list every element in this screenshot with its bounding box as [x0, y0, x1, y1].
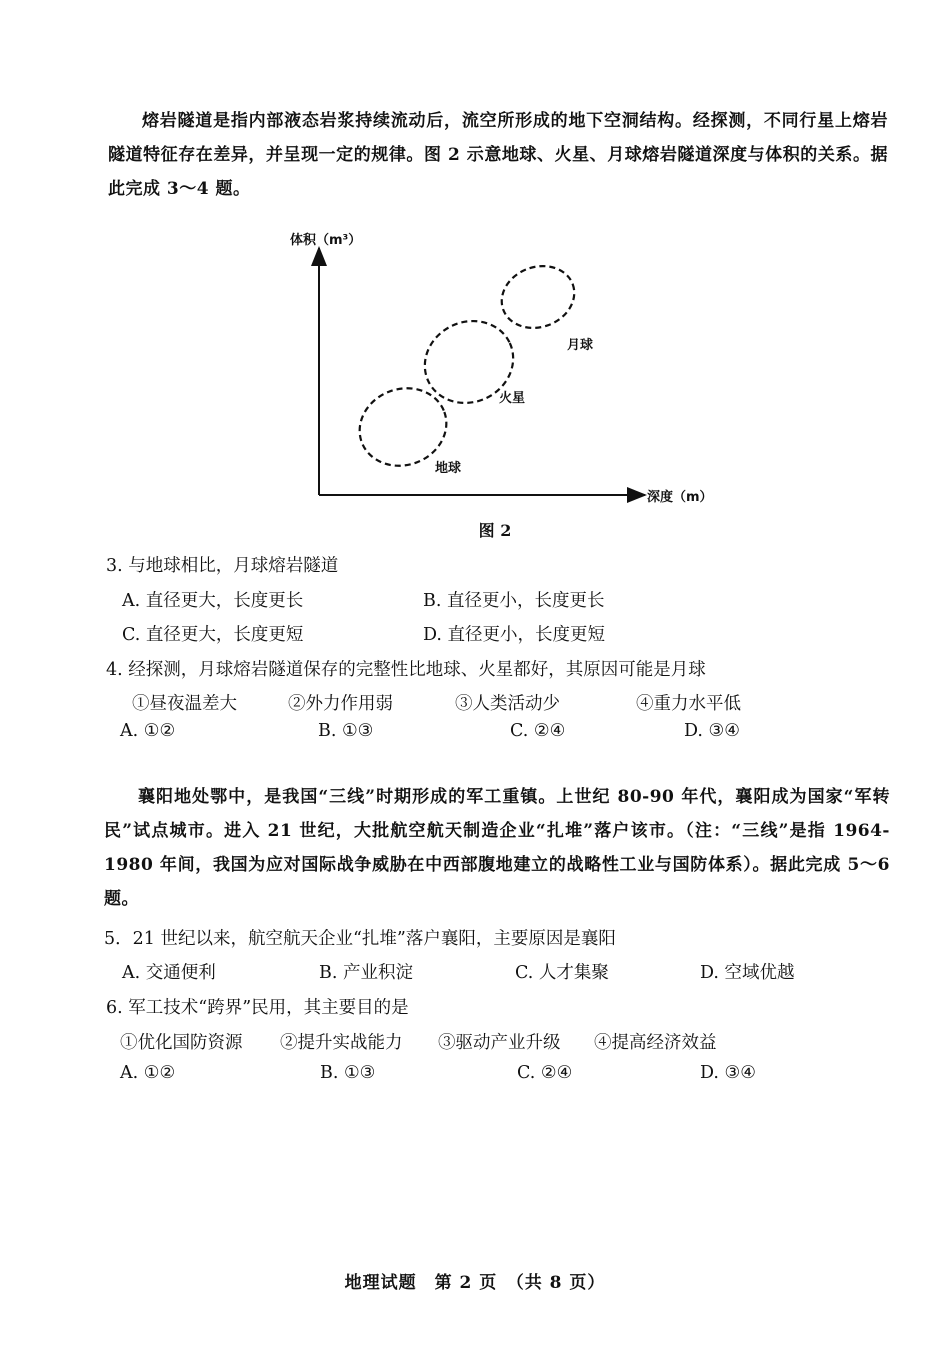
figure-2-diagram [270, 222, 730, 522]
q4-option-d[interactable]: D. ③④ [684, 721, 740, 741]
q6-item-4: ④提高经济效益 [594, 1033, 717, 1053]
q6-option-a[interactable]: A. ①② [120, 1063, 176, 1083]
moon-region [493, 256, 583, 338]
passage-lava-tubes: 熔岩隧道是指内部液态岩浆持续流动后，流空所形成的地下空洞结构。经探测，不同行星上熔岩隧道特征存在差异，并呈现一定的规律。图 2 示意地球、火星、月球熔岩隧道深度与体积的关系。据此完成 3～4 题。 [108, 111, 888, 199]
q3-stem: 3. 与地球相比，月球熔岩隧道 [106, 556, 339, 576]
q6-item-2: ②提升实战能力 [280, 1033, 403, 1053]
q6-option-d[interactable]: D. ③④ [700, 1063, 756, 1083]
q4-item-1: ①昼夜温差大 [132, 694, 237, 714]
q4-item-2: ②外力作用弱 [288, 694, 393, 714]
q5-option-b[interactable]: B. 产业积淀 [319, 963, 413, 983]
q6-option-b[interactable]: B. ①③ [320, 1063, 376, 1083]
q5-stem: 5．21 世纪以来，航空航天企业“扎堆”落户襄阳，主要原因是襄阳 [104, 929, 616, 949]
q3-option-c[interactable]: C. 直径更大，长度更短 [122, 625, 304, 645]
x-axis-label: 深度（m） [647, 490, 713, 505]
q4-option-a[interactable]: A. ①② [120, 721, 176, 741]
q5-option-c[interactable]: C. 人才集聚 [515, 963, 609, 983]
q4-option-c[interactable]: C. ②④ [510, 721, 566, 741]
q4-item-4: ④重力水平低 [636, 694, 741, 714]
q6-option-c[interactable]: C. ②④ [517, 1063, 573, 1083]
q6-stem: 6. 军工技术“跨界”民用，其主要目的是 [106, 998, 409, 1018]
page-footer: 地理试题 第 2 页 （共 8 页） [344, 1273, 606, 1293]
earth-label: 地球 [435, 461, 462, 476]
mars-label: 火星 [499, 391, 526, 406]
q6-item-1: ①优化国防资源 [120, 1033, 243, 1053]
passage-xiangyang: 襄阳地处鄂中，是我国“三线”时期形成的军工重镇。上世纪 80-90 年代，襄阳成为国家“军转民”试点城市。进入 21 世纪，大批航空航天制造企业“扎堆”落户该市。（注：“三线”是指 1964-1980 年间，我国为应对国际战争威胁在中西部腹地建立的战略性工业与国防体系）。据此完成 5～6 题。 [104, 787, 890, 909]
figure-caption: 图 2 [478, 521, 512, 540]
q4-stem: 4. 经探测，月球熔岩隧道保存的完整性比地球、火星都好，其原因可能是月球 [106, 660, 706, 680]
q6-item-3: ③驱动产业升级 [438, 1033, 561, 1053]
q3-option-b[interactable]: B. 直径更小，长度更长 [423, 591, 605, 611]
y-axis-label: 体积（m³） [290, 233, 362, 248]
q3-option-a[interactable]: A. 直径更大，长度更长 [122, 591, 304, 611]
q5-option-a[interactable]: A. 交通便利 [122, 963, 216, 983]
q4-item-3: ③人类活动少 [455, 694, 560, 714]
moon-label: 月球 [567, 338, 594, 353]
q3-option-d[interactable]: D. 直径更小，长度更短 [423, 625, 606, 645]
q4-option-b[interactable]: B. ①③ [318, 721, 374, 741]
q5-option-d[interactable]: D. 空域优越 [700, 963, 795, 983]
